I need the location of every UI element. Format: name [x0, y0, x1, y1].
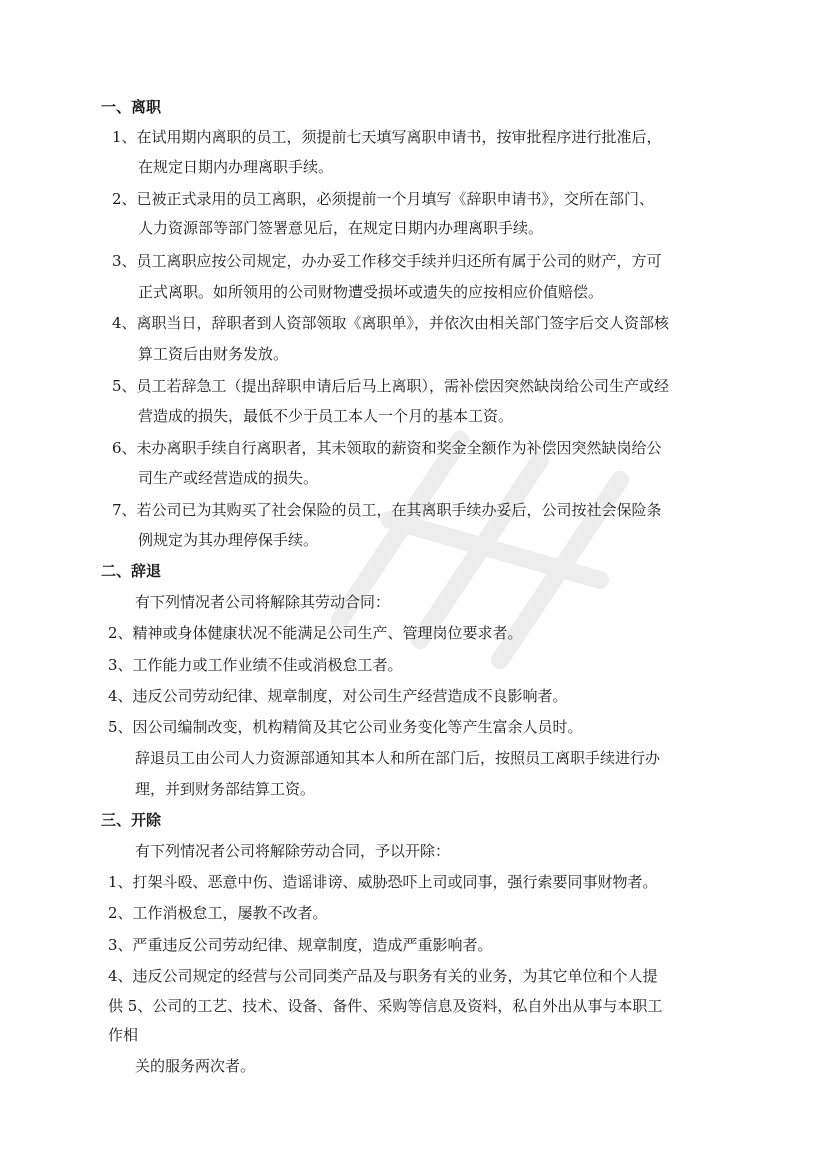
paragraph-line: 例规定为其办理停保手续。 — [138, 531, 319, 549]
paragraph-line: 辞退员工由公司人力资源部通知其本人和所在部门后，按照员工离职手续进行办 — [135, 749, 661, 767]
paragraph-line: 4、违反公司劳动纪律、规章制度，对公司生产经营造成不良影响者。 — [108, 687, 568, 705]
paragraph-line: 在规定日期内办理离职手续。 — [138, 158, 334, 176]
paragraph-line: 正式离职。如所领用的公司财物遭受损坏或遗失的应按相应价值赔偿。 — [138, 283, 604, 301]
paragraph-line: 人力资源部等部门签署意见后，在规定日期内办理离职手续。 — [138, 219, 544, 237]
section-heading-expulsion: 三、开除 — [101, 811, 162, 829]
paragraph-line: 有下列情况者公司将解除劳动合同，予以开除： — [135, 842, 451, 860]
paragraph-line: 2、已被正式录用的员工离职，必须提前一个月填写《辞职申请书》，交所在部门、 — [112, 190, 655, 208]
paragraph-line: 算工资后由财务发放。 — [138, 345, 289, 363]
paragraph-line: 5、因公司编制改变，机构精简及其它公司业务变化等产生富余人员时。 — [108, 718, 583, 736]
paragraph-line: 7、若公司已为其购买了社会保险的员工，在其离职手续办妥后，公司按社会保险条 — [112, 501, 662, 519]
paragraph-line: 6、未办离职手续自行离职者，其未领取的薪资和奖金全额作为补偿因突然缺岗给公 — [112, 439, 662, 457]
paragraph-line: 4、离职当日，辞职者到人资部领取《离职单》，并依次由相关部门签字后交人资部核 — [112, 314, 670, 332]
paragraph-line: 1、在试用期内离职的员工，须提前七天填写离职申请书，按审批程序进行批准后， — [112, 128, 662, 146]
paragraph-line: 作相 — [108, 1026, 139, 1044]
section-heading-resignation: 一、离职 — [101, 98, 162, 116]
paragraph-line: 3、员工离职应按公司规定，办办妥工作移交手续并归还所有属于公司的财产，方可 — [112, 252, 662, 270]
paragraph-line: 3、工作能力或工作业绩不佳或消极怠工者。 — [108, 656, 403, 674]
paragraph-line: 4、违反公司规定的经营与公司同类产品及与职务有关的业务，为其它单位和个人提 — [108, 967, 658, 985]
paragraph-line: 3、严重违反公司劳动纪律、规章制度，造成严重影响者。 — [108, 936, 493, 954]
paragraph-line: 理，并到财务部结算工资。 — [135, 780, 316, 798]
paragraph-line: 有下列情况者公司将解除其劳动合同： — [135, 593, 391, 611]
paragraph-line: 司生产或经营造成的损失。 — [138, 469, 319, 487]
section-heading-dismissal: 二、辞退 — [101, 562, 162, 580]
paragraph-line: 5、员工若辞急工（提出辞职申请后后马上离职），需补偿因突然缺岗给公司生产或经 — [112, 377, 670, 395]
paragraph-line: 供 5、公司的工艺、技术、设备、备件、采购等信息及资料，私自外出从事与本职工 — [108, 997, 663, 1015]
paragraph-line: 1、打架斗殴、恶意中伤、造谣诽谤、威胁恐吓上司或同事，强行索要同事财物者。 — [108, 873, 658, 891]
paragraph-line: 2、工作消极怠工，屡教不改者。 — [108, 904, 328, 922]
paragraph-line: 关的服务两次者。 — [135, 1057, 256, 1075]
paragraph-line: 营造成的损失，最低不少于员工本人一个月的基本工资。 — [138, 407, 514, 425]
paragraph-line: 2、精神或身体健康状况不能满足公司生产、管理岗位要求者。 — [108, 624, 523, 642]
